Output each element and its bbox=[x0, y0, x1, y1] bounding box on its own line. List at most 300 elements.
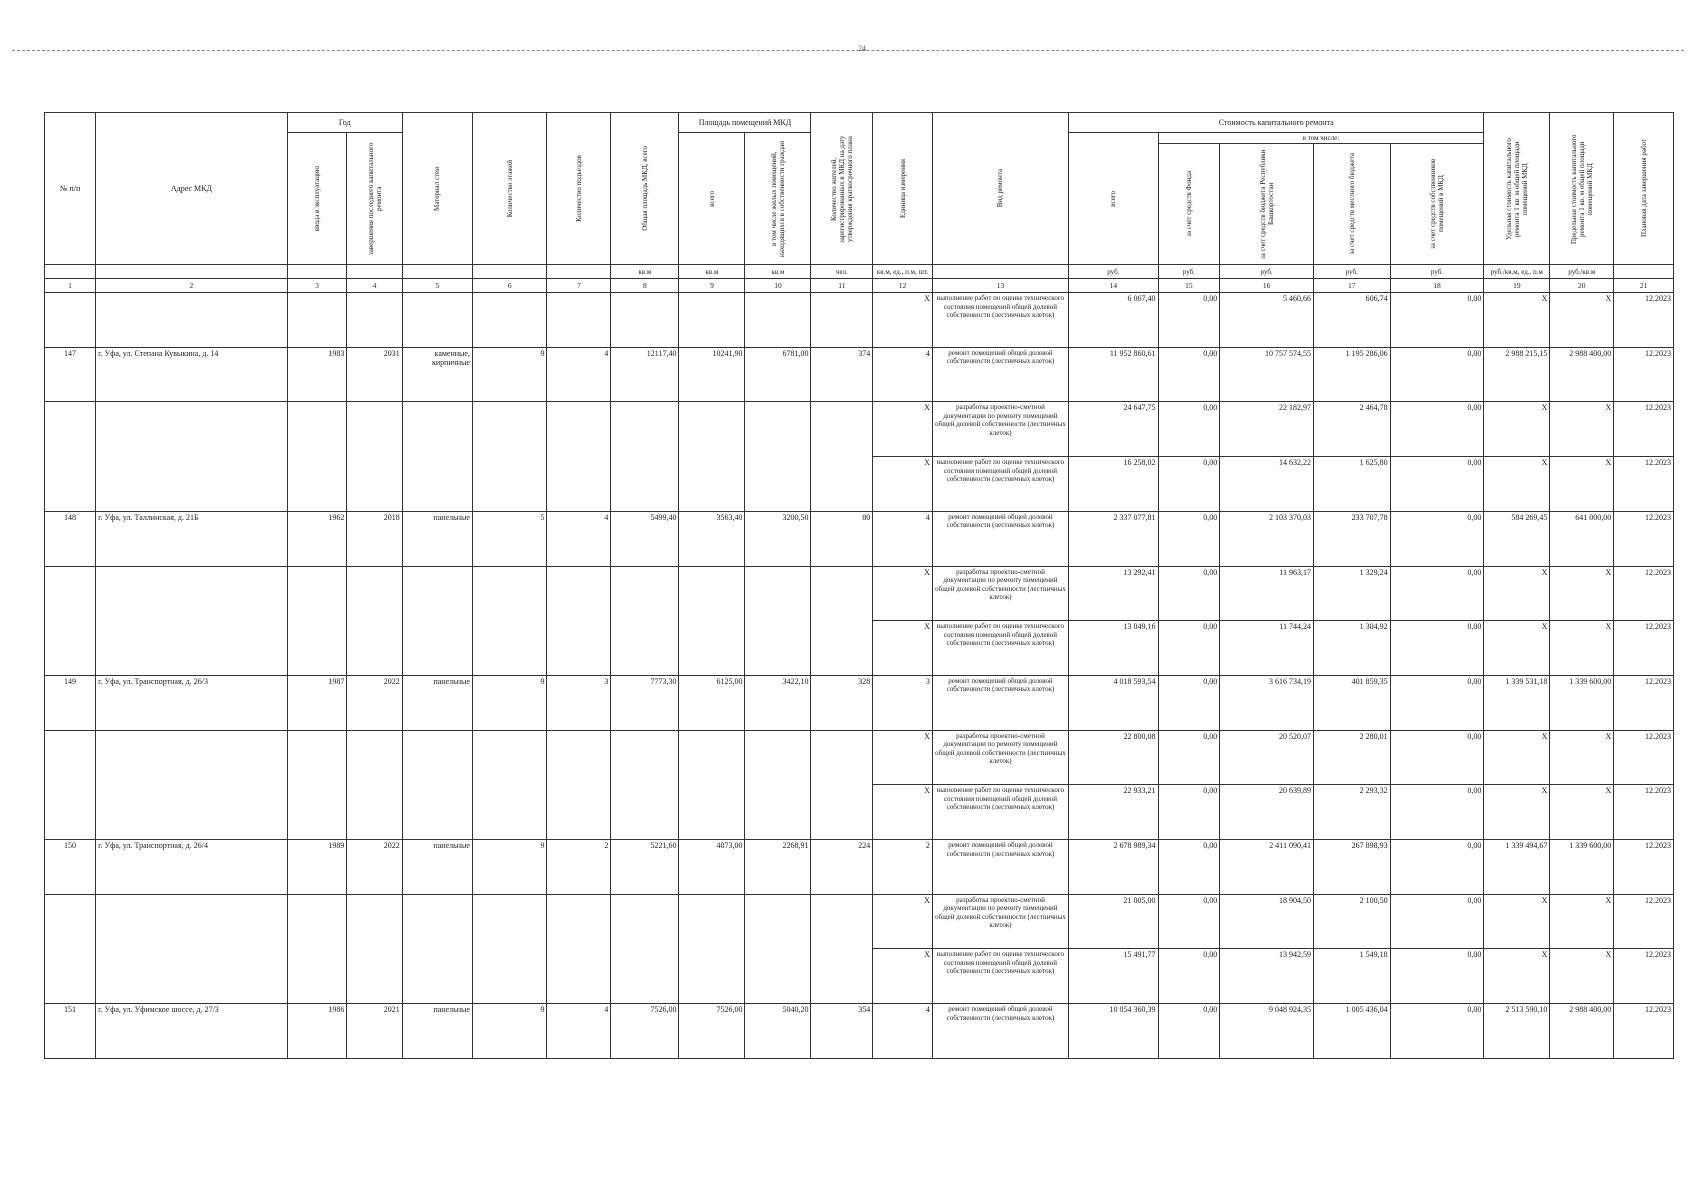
cell-c21: 12.2023 bbox=[1614, 293, 1674, 348]
cell-ent bbox=[547, 402, 611, 457]
cell-work: выполнение работ по оценке технического состояния помещений общей долевой собственности (лестничных клеток) bbox=[932, 293, 1068, 348]
cell-y1: 1987 bbox=[287, 675, 347, 730]
cell-c17: 2 293,32 bbox=[1313, 785, 1390, 840]
table-row bbox=[45, 785, 1674, 840]
table-row bbox=[45, 293, 1674, 348]
unit-cell: кв.м bbox=[745, 265, 811, 279]
hdr-year-built: ввода в эксплуатацию bbox=[313, 165, 322, 232]
unit-cell: руб. bbox=[1220, 265, 1314, 279]
cell-c15: 0,00 bbox=[1158, 566, 1220, 621]
cell-ent bbox=[547, 730, 611, 785]
cell-res bbox=[811, 730, 873, 785]
cell-a2: 3200,50 bbox=[745, 511, 811, 566]
cell-c17: 606,74 bbox=[1313, 293, 1390, 348]
unit-cell: кв.м bbox=[679, 265, 745, 279]
table-row bbox=[45, 1004, 1674, 1059]
cell-addr bbox=[96, 730, 288, 785]
cell-y2: 2018 bbox=[347, 511, 402, 566]
cell-addr bbox=[96, 785, 288, 840]
cell-c21: 12.2023 bbox=[1614, 347, 1674, 402]
cell-c21: 12.2023 bbox=[1614, 402, 1674, 457]
cell-y2: 2022 bbox=[347, 675, 402, 730]
table-row bbox=[45, 730, 1674, 785]
cell-c14: 10 054 360,39 bbox=[1069, 1004, 1158, 1059]
cell-c15: 0,00 bbox=[1158, 621, 1220, 676]
cell-c18: 0,00 bbox=[1390, 511, 1484, 566]
cell-ent bbox=[547, 621, 611, 676]
cell-c19: X bbox=[1484, 566, 1550, 621]
unit-cell: кв.м bbox=[611, 265, 679, 279]
cell-c17: 233 707,78 bbox=[1313, 511, 1390, 566]
cell-addr bbox=[96, 293, 288, 348]
cell-ta bbox=[611, 949, 679, 1004]
cell-addr: г. Уфа, ул. Транспортная, д. 26/4 bbox=[96, 840, 288, 895]
cell-a2 bbox=[745, 621, 811, 676]
cell-ent bbox=[547, 293, 611, 348]
cell-fl: 5 bbox=[472, 511, 547, 566]
cell-c19: X bbox=[1484, 293, 1550, 348]
cell-c18: 0,00 bbox=[1390, 730, 1484, 785]
cell-mat bbox=[402, 730, 472, 785]
cell-work: выполнение работ по оценке технического состояния помещений общей долевой собственности (лестничных клеток) bbox=[932, 457, 1068, 512]
table-row bbox=[45, 402, 1674, 457]
cell-fl: 9 bbox=[472, 347, 547, 402]
cell-num bbox=[45, 566, 96, 621]
cell-fl bbox=[472, 621, 547, 676]
cell-y1: 1986 bbox=[287, 1004, 347, 1059]
cell-c19: X bbox=[1484, 894, 1550, 949]
cell-c16: 5 460,66 bbox=[1220, 293, 1314, 348]
capital-repair-table bbox=[44, 112, 1674, 1059]
page-number: 24 bbox=[858, 44, 866, 53]
cell-mat bbox=[402, 402, 472, 457]
column-number: 1 bbox=[45, 279, 96, 293]
cell-fl bbox=[472, 730, 547, 785]
cell-res bbox=[811, 894, 873, 949]
cell-a1: 6125,00 bbox=[679, 675, 745, 730]
column-number: 5 bbox=[402, 279, 472, 293]
hdr-local: за счет средств местного бюджета bbox=[1347, 153, 1356, 255]
table-row bbox=[45, 347, 1674, 402]
hdr-incl: в том числе: bbox=[1158, 133, 1484, 144]
cell-u: 3 bbox=[873, 675, 933, 730]
cell-c19: 2 988 215,15 bbox=[1484, 347, 1550, 402]
column-numbers-row bbox=[45, 279, 1674, 293]
cell-c15: 0,00 bbox=[1158, 840, 1220, 895]
hdr-entrances: Количество подъездов bbox=[574, 155, 583, 222]
cell-u: X bbox=[873, 621, 933, 676]
cell-y1 bbox=[287, 785, 347, 840]
cell-fl bbox=[472, 457, 547, 512]
unit-cell: руб. bbox=[1390, 265, 1484, 279]
cell-a2: 3422,10 bbox=[745, 675, 811, 730]
column-number: 2 bbox=[96, 279, 288, 293]
cell-a1: 3563,40 bbox=[679, 511, 745, 566]
unit-cell bbox=[932, 265, 1068, 279]
cell-y1: 1983 bbox=[287, 347, 347, 402]
cell-a1 bbox=[679, 730, 745, 785]
column-number: 7 bbox=[547, 279, 611, 293]
cell-addr bbox=[96, 566, 288, 621]
unit-cell bbox=[45, 265, 96, 279]
cell-a2 bbox=[745, 785, 811, 840]
cell-y2 bbox=[347, 293, 402, 348]
cell-work: разработка проектно-сметной документации по ремонту помещений общей долевой собственности (лестничных клеток) bbox=[932, 730, 1068, 785]
cell-work: выполнение работ по оценке технического состояния помещений общей долевой собственности (лестничных клеток) bbox=[932, 621, 1068, 676]
cell-c19: X bbox=[1484, 730, 1550, 785]
cell-work: ремонт помещений общей долевой собственности (лестничных клеток) bbox=[932, 347, 1068, 402]
table-row bbox=[45, 511, 1674, 566]
cell-mat bbox=[402, 621, 472, 676]
cell-work: ремонт помещений общей долевой собственности (лестничных клеток) bbox=[932, 1004, 1068, 1059]
column-number: 21 bbox=[1614, 279, 1674, 293]
hdr-total-area: Общая площадь МКД, всего bbox=[640, 146, 649, 231]
column-number: 8 bbox=[611, 279, 679, 293]
cell-c15: 0,00 bbox=[1158, 894, 1220, 949]
column-number: 3 bbox=[287, 279, 347, 293]
cell-num: 149 bbox=[45, 675, 96, 730]
cell-num bbox=[45, 894, 96, 949]
cell-c20: X bbox=[1550, 566, 1614, 621]
cell-c15: 0,00 bbox=[1158, 785, 1220, 840]
cell-addr: г. Уфа, ул. Транспортная, д. 26/3 bbox=[96, 675, 288, 730]
cell-num bbox=[45, 402, 96, 457]
cell-c16: 20 639,89 bbox=[1220, 785, 1314, 840]
cell-res bbox=[811, 621, 873, 676]
cell-c16: 22 182,97 bbox=[1220, 402, 1314, 457]
cell-a2 bbox=[745, 894, 811, 949]
cell-a2 bbox=[745, 566, 811, 621]
cell-ta bbox=[611, 621, 679, 676]
cell-c20: 2 988 400,00 bbox=[1550, 1004, 1614, 1059]
cell-c15: 0,00 bbox=[1158, 293, 1220, 348]
cell-ta bbox=[611, 293, 679, 348]
cell-y1 bbox=[287, 730, 347, 785]
column-number: 20 bbox=[1550, 279, 1614, 293]
cell-c21: 12.2023 bbox=[1614, 730, 1674, 785]
cell-ent: 4 bbox=[547, 511, 611, 566]
cell-fl: 9 bbox=[472, 1004, 547, 1059]
cell-y2 bbox=[347, 402, 402, 457]
cell-c16: 2 103 370,03 bbox=[1220, 511, 1314, 566]
cell-c18: 0,00 bbox=[1390, 675, 1484, 730]
cell-c19: X bbox=[1484, 402, 1550, 457]
cell-c20: X bbox=[1550, 621, 1614, 676]
cell-c15: 0,00 bbox=[1158, 457, 1220, 512]
unit-cell bbox=[472, 265, 547, 279]
hdr-work: Вид ремонта bbox=[996, 169, 1005, 208]
cell-c20: X bbox=[1550, 894, 1614, 949]
cell-res bbox=[811, 785, 873, 840]
cell-c16: 14 632,22 bbox=[1220, 457, 1314, 512]
column-number: 18 bbox=[1390, 279, 1484, 293]
cell-ta bbox=[611, 566, 679, 621]
unit-cell: руб./кв.м bbox=[1550, 265, 1614, 279]
cell-y1: 1989 bbox=[287, 840, 347, 895]
cell-fl bbox=[472, 566, 547, 621]
cell-a1 bbox=[679, 621, 745, 676]
cell-y2 bbox=[347, 949, 402, 1004]
cell-c17: 1 195 286,06 bbox=[1313, 347, 1390, 402]
cell-mat: каменные, кирпичные bbox=[402, 347, 472, 402]
cell-ta: 5221,60 bbox=[611, 840, 679, 895]
cell-c18: 0,00 bbox=[1390, 347, 1484, 402]
cell-c15: 0,00 bbox=[1158, 402, 1220, 457]
cell-u: X bbox=[873, 730, 933, 785]
hdr-year: Год bbox=[287, 113, 402, 133]
cell-work: разработка проектно-сметной документации по ремонту помещений общей долевой собственности (лестничных клеток) bbox=[932, 566, 1068, 621]
cell-work: разработка проектно-сметной документации по ремонту помещений общей долевой собственности (лестничных клеток) bbox=[932, 894, 1068, 949]
hdr-cost-group: Стоимость капитального ремонта bbox=[1069, 113, 1484, 133]
hdr-owners: за счет средств собственников помещений в МКД bbox=[1428, 158, 1445, 250]
cell-c17: 401 859,35 bbox=[1313, 675, 1390, 730]
cell-c16: 11 963,17 bbox=[1220, 566, 1314, 621]
cell-c20: X bbox=[1550, 785, 1614, 840]
hdr-cost-total: всего bbox=[1109, 190, 1118, 207]
cell-c21: 12.2023 bbox=[1614, 621, 1674, 676]
cell-a1 bbox=[679, 785, 745, 840]
table-body bbox=[45, 293, 1674, 1059]
cell-num bbox=[45, 730, 96, 785]
cell-num bbox=[45, 785, 96, 840]
cell-c15: 0,00 bbox=[1158, 347, 1220, 402]
cell-c15: 0,00 bbox=[1158, 730, 1220, 785]
cell-c20: X bbox=[1550, 730, 1614, 785]
cell-c18: 0,00 bbox=[1390, 785, 1484, 840]
cell-c14: 4 018 593,54 bbox=[1069, 675, 1158, 730]
cell-ent bbox=[547, 894, 611, 949]
cell-c19: X bbox=[1484, 621, 1550, 676]
cell-ent bbox=[547, 566, 611, 621]
hdr-year-last: завершения последнего капитального ремонта bbox=[366, 142, 383, 255]
cell-a2 bbox=[745, 402, 811, 457]
cell-fl bbox=[472, 894, 547, 949]
cell-c19: 2 513 590,10 bbox=[1484, 1004, 1550, 1059]
unit-cell bbox=[402, 265, 472, 279]
cell-u: X bbox=[873, 894, 933, 949]
cell-c16: 10 757 574,55 bbox=[1220, 347, 1314, 402]
cell-y1: 1962 bbox=[287, 511, 347, 566]
cell-u: X bbox=[873, 293, 933, 348]
cell-y2 bbox=[347, 785, 402, 840]
hdr-deadline: Плановая дата завершения работ bbox=[1639, 139, 1648, 238]
cell-c20: 1 339 600,00 bbox=[1550, 675, 1614, 730]
cell-num: 150 bbox=[45, 840, 96, 895]
cell-work: ремонт помещений общей долевой собственности (лестничных клеток) bbox=[932, 675, 1068, 730]
cell-y2 bbox=[347, 566, 402, 621]
cell-c14: 21 005,00 bbox=[1069, 894, 1158, 949]
cell-res: 374 bbox=[811, 347, 873, 402]
cell-a1 bbox=[679, 457, 745, 512]
cell-c15: 0,00 bbox=[1158, 949, 1220, 1004]
cell-work: разработка проектно-сметной документации по ремонту помещений общей долевой собственности (лестничных клеток) bbox=[932, 402, 1068, 457]
cell-u: X bbox=[873, 402, 933, 457]
cell-res: 224 bbox=[811, 840, 873, 895]
cell-c18: 0,00 bbox=[1390, 402, 1484, 457]
cell-a1: 10241,90 bbox=[679, 347, 745, 402]
cell-c20: X bbox=[1550, 293, 1614, 348]
hdr-fund: за счет средств Фонда bbox=[1184, 171, 1193, 237]
cell-c17: 2 100,50 bbox=[1313, 894, 1390, 949]
cell-fl bbox=[472, 785, 547, 840]
column-number: 17 bbox=[1313, 279, 1390, 293]
cell-c14: 2 678 989,34 bbox=[1069, 840, 1158, 895]
cell-a2 bbox=[745, 730, 811, 785]
cell-y2 bbox=[347, 621, 402, 676]
table-row bbox=[45, 949, 1674, 1004]
cell-c15: 0,00 bbox=[1158, 1004, 1220, 1059]
cell-ent: 4 bbox=[547, 347, 611, 402]
cell-ta bbox=[611, 894, 679, 949]
unit-cell: кв.м, ед., п.м, шт. bbox=[873, 265, 933, 279]
table-row bbox=[45, 894, 1674, 949]
cell-u: 4 bbox=[873, 511, 933, 566]
cell-addr bbox=[96, 949, 288, 1004]
cell-c15: 0,00 bbox=[1158, 511, 1220, 566]
cell-c16: 13 942,59 bbox=[1220, 949, 1314, 1004]
cell-a2 bbox=[745, 949, 811, 1004]
cell-a1 bbox=[679, 293, 745, 348]
cell-c19: 584 269,45 bbox=[1484, 511, 1550, 566]
cell-c21: 12.2023 bbox=[1614, 511, 1674, 566]
column-number: 16 bbox=[1220, 279, 1314, 293]
cell-addr: г. Уфа, ул. Степана Кувыкина, д. 14 bbox=[96, 347, 288, 402]
cell-res bbox=[811, 402, 873, 457]
cell-c18: 0,00 bbox=[1390, 566, 1484, 621]
hdr-address: Адрес МКД bbox=[96, 113, 288, 265]
cell-a1: 7526,00 bbox=[679, 1004, 745, 1059]
cell-addr: г. Уфа, ул. Таллинская, д. 21Б bbox=[96, 511, 288, 566]
top-rule bbox=[12, 50, 1684, 51]
cell-mat: панельные bbox=[402, 511, 472, 566]
cell-fl: 9 bbox=[472, 675, 547, 730]
cell-u: X bbox=[873, 566, 933, 621]
cell-c21: 12.2023 bbox=[1614, 457, 1674, 512]
column-number: 12 bbox=[873, 279, 933, 293]
cell-work: ремонт помещений общей долевой собственности (лестничных клеток) bbox=[932, 840, 1068, 895]
cell-c16: 18 904,50 bbox=[1220, 894, 1314, 949]
cell-addr bbox=[96, 457, 288, 512]
cell-c21: 12.2023 bbox=[1614, 894, 1674, 949]
cell-c21: 12.2023 bbox=[1614, 840, 1674, 895]
cell-y1 bbox=[287, 949, 347, 1004]
cell-ta bbox=[611, 730, 679, 785]
cell-c18: 0,00 bbox=[1390, 457, 1484, 512]
cell-c16: 9 048 924,35 bbox=[1220, 1004, 1314, 1059]
hdr-area-owned: в том числе жилых помещений, находящихся в собственности граждан bbox=[769, 140, 786, 257]
cell-y2 bbox=[347, 730, 402, 785]
cell-c17: 1 625,80 bbox=[1313, 457, 1390, 512]
cell-mat bbox=[402, 894, 472, 949]
cell-c18: 0,00 bbox=[1390, 949, 1484, 1004]
cell-u: 4 bbox=[873, 347, 933, 402]
cell-u: 4 bbox=[873, 1004, 933, 1059]
cell-num bbox=[45, 949, 96, 1004]
cell-work: выполнение работ по оценке технического состояния помещений общей долевой собственности (лестничных клеток) bbox=[932, 949, 1068, 1004]
cell-fl: 9 bbox=[472, 840, 547, 895]
table-row bbox=[45, 621, 1674, 676]
cell-mat bbox=[402, 293, 472, 348]
cell-a2: 6781,00 bbox=[745, 347, 811, 402]
cell-fl bbox=[472, 402, 547, 457]
unit-cell: руб. bbox=[1158, 265, 1220, 279]
cell-a2 bbox=[745, 293, 811, 348]
cell-a2: 2268,91 bbox=[745, 840, 811, 895]
cell-ta bbox=[611, 785, 679, 840]
cell-c18: 0,00 bbox=[1390, 894, 1484, 949]
cell-ent bbox=[547, 785, 611, 840]
unit-cell bbox=[1614, 265, 1674, 279]
cell-c14: 16 258,02 bbox=[1069, 457, 1158, 512]
cell-res bbox=[811, 293, 873, 348]
cell-c14: 13 049,16 bbox=[1069, 621, 1158, 676]
column-number: 11 bbox=[811, 279, 873, 293]
cell-c20: X bbox=[1550, 402, 1614, 457]
units-row bbox=[45, 265, 1674, 279]
cell-c21: 12.2023 bbox=[1614, 1004, 1674, 1059]
cell-c16: 2 411 090,41 bbox=[1220, 840, 1314, 895]
cell-a1 bbox=[679, 949, 745, 1004]
unit-cell: руб. bbox=[1313, 265, 1390, 279]
cell-c21: 12.2023 bbox=[1614, 675, 1674, 730]
cell-addr bbox=[96, 402, 288, 457]
cell-c16: 3 616 734,19 bbox=[1220, 675, 1314, 730]
cell-addr bbox=[96, 621, 288, 676]
cell-res: 80 bbox=[811, 511, 873, 566]
column-number: 13 bbox=[932, 279, 1068, 293]
cell-mat bbox=[402, 949, 472, 1004]
cell-c19: 1 339 531,18 bbox=[1484, 675, 1550, 730]
cell-c14: 6 067,40 bbox=[1069, 293, 1158, 348]
cell-y2: 2022 bbox=[347, 840, 402, 895]
cell-num bbox=[45, 621, 96, 676]
cell-num bbox=[45, 293, 96, 348]
unit-cell bbox=[547, 265, 611, 279]
cell-c17: 2 464,78 bbox=[1313, 402, 1390, 457]
cell-c21: 12.2023 bbox=[1614, 949, 1674, 1004]
cell-c19: 1 339 494,67 bbox=[1484, 840, 1550, 895]
column-number: 14 bbox=[1069, 279, 1158, 293]
cell-res bbox=[811, 457, 873, 512]
cell-c19: X bbox=[1484, 457, 1550, 512]
cell-c17: 1 329,24 bbox=[1313, 566, 1390, 621]
cell-c14: 2 337 077,81 bbox=[1069, 511, 1158, 566]
cell-c14: 15 491,77 bbox=[1069, 949, 1158, 1004]
cell-y1 bbox=[287, 402, 347, 457]
cell-c18: 0,00 bbox=[1390, 840, 1484, 895]
cell-c17: 1 549,18 bbox=[1313, 949, 1390, 1004]
cell-ent bbox=[547, 949, 611, 1004]
cell-mat: панельные bbox=[402, 840, 472, 895]
table-row bbox=[45, 675, 1674, 730]
cell-num: 147 bbox=[45, 347, 96, 402]
cell-y1 bbox=[287, 894, 347, 949]
cell-c20: X bbox=[1550, 457, 1614, 512]
unit-cell: руб./кв.м, ед., п.м bbox=[1484, 265, 1550, 279]
cell-num: 148 bbox=[45, 511, 96, 566]
hdr-residents: Количество жителей, зарегистрированных в МКД на дату утверждения краткосрочного плана bbox=[829, 134, 854, 243]
hdr-area-total: всего bbox=[707, 190, 716, 207]
cell-c21: 12.2023 bbox=[1614, 566, 1674, 621]
column-number: 10 bbox=[745, 279, 811, 293]
cell-c15: 0,00 bbox=[1158, 675, 1220, 730]
cell-y1 bbox=[287, 293, 347, 348]
cell-c18: 0,00 bbox=[1390, 621, 1484, 676]
cell-c14: 11 952 860,61 bbox=[1069, 347, 1158, 402]
cell-mat bbox=[402, 457, 472, 512]
cell-a2 bbox=[745, 457, 811, 512]
cell-y1 bbox=[287, 566, 347, 621]
